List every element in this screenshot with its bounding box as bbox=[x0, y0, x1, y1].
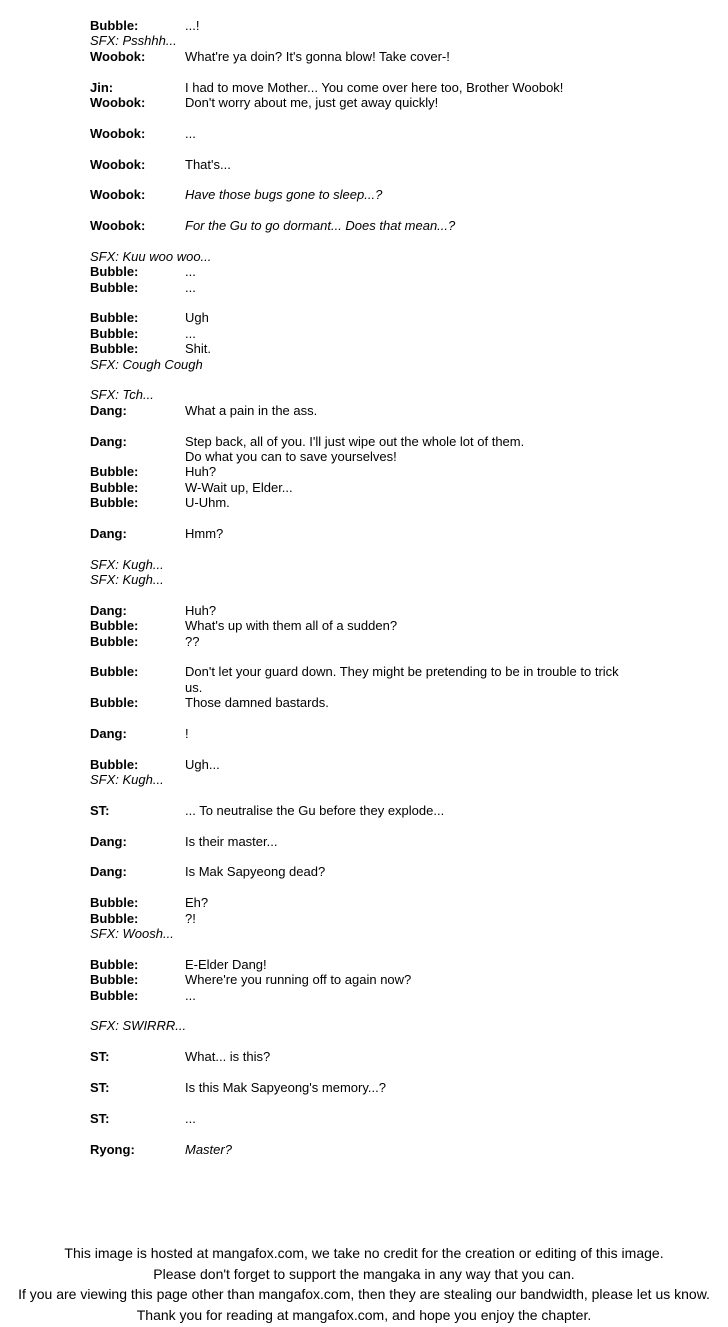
dialogue-text: ?! bbox=[185, 910, 196, 926]
dialogue-text: Huh? bbox=[185, 602, 217, 618]
speaker-label: ST: bbox=[90, 802, 110, 818]
sfx-line bbox=[90, 557, 715, 572]
dialogue-text: What... is this? bbox=[185, 1049, 271, 1065]
sfx-line bbox=[90, 772, 715, 787]
dialogue-line bbox=[90, 341, 715, 356]
blank-line bbox=[90, 141, 715, 156]
dialogue-line bbox=[90, 18, 715, 33]
blank-line bbox=[90, 233, 715, 248]
speaker-label: Dang: bbox=[90, 402, 127, 418]
dialogue-text: ...! bbox=[185, 18, 200, 33]
speaker-label: Dang: bbox=[90, 725, 127, 741]
dialogue-line bbox=[90, 911, 715, 926]
dialogue-line bbox=[90, 664, 715, 679]
dialogue-line bbox=[90, 526, 715, 541]
sfx-text: SFX: Psshhh... bbox=[90, 33, 177, 49]
dialogue-line bbox=[90, 957, 715, 972]
sfx-text: SFX: Woosh... bbox=[90, 926, 174, 942]
dialogue-line bbox=[90, 95, 715, 110]
dialogue-text: Do what you can to save yourselves! bbox=[185, 448, 397, 464]
speaker-label: Bubble: bbox=[90, 341, 139, 357]
dialogue-line bbox=[90, 80, 715, 95]
dialogue-text: ... To neutralise the Gu before they explode... bbox=[185, 802, 445, 818]
dialogue-line bbox=[90, 634, 715, 649]
dialogue-text: Don't let your guard down. They might be pretending to be in trouble to trick bbox=[185, 664, 619, 680]
dialogue-text: Hmm? bbox=[185, 525, 224, 541]
dialogue-line bbox=[90, 49, 715, 64]
dialogue-line bbox=[90, 218, 715, 233]
dialogue-line bbox=[90, 310, 715, 325]
speaker-label: Woobok: bbox=[90, 94, 146, 110]
dialogue-text: That's... bbox=[185, 156, 231, 172]
blank-line bbox=[90, 941, 715, 956]
dialogue-text: E-Elder Dang! bbox=[185, 956, 267, 972]
speaker-label: Bubble: bbox=[90, 264, 139, 280]
sfx-text: SFX: Tch... bbox=[90, 387, 154, 403]
speaker-label: Woobok: bbox=[90, 218, 146, 234]
blank-line bbox=[90, 1095, 715, 1110]
speaker-label: Bubble: bbox=[90, 956, 139, 972]
speaker-label: Woobok: bbox=[90, 187, 146, 203]
footer-credits bbox=[0, 1243, 728, 1325]
dialogue-line bbox=[90, 895, 715, 910]
blank-line bbox=[90, 649, 715, 664]
speaker-label: Bubble: bbox=[90, 310, 139, 326]
sfx-line bbox=[90, 387, 715, 402]
dialogue-line bbox=[90, 834, 715, 849]
dialogue-text: ?? bbox=[185, 633, 200, 649]
dialogue-text: Is Mak Sapyeong dead? bbox=[185, 864, 326, 880]
dialogue-line bbox=[90, 480, 715, 495]
dialogue-text: Have those bugs gone to sleep...? bbox=[185, 187, 383, 203]
dialogue-line bbox=[90, 495, 715, 510]
dialogue-text: Ugh bbox=[185, 310, 209, 326]
sfx-text: SFX: Kugh... bbox=[90, 772, 164, 788]
dialogue-text: ... bbox=[185, 125, 196, 141]
footer-line: If you are viewing this page other than mangafox.com, then they are stealing our bandwidth, please let us know. bbox=[18, 1286, 710, 1302]
blank-line bbox=[90, 587, 715, 602]
dialogue-line bbox=[90, 464, 715, 479]
dialogue-text: us. bbox=[185, 679, 203, 695]
sfx-text: SFX: Kugh... bbox=[90, 556, 164, 572]
speaker-label: Dang: bbox=[90, 602, 127, 618]
blank-line bbox=[90, 1034, 715, 1049]
dialogue-text: ... bbox=[185, 279, 196, 295]
blank-line bbox=[90, 1126, 715, 1141]
blank-line bbox=[90, 741, 715, 756]
blank-line bbox=[90, 788, 715, 803]
speaker-label: Woobok: bbox=[90, 125, 146, 141]
speaker-label: Dang: bbox=[90, 833, 127, 849]
dialogue-text: I had to move Mother... You come over here too, Brother Woobok! bbox=[185, 79, 564, 95]
dialogue-line bbox=[90, 1111, 715, 1126]
dialogue-line bbox=[90, 988, 715, 1003]
blank-line bbox=[90, 541, 715, 556]
blank-line bbox=[90, 880, 715, 895]
dialogue-line bbox=[90, 403, 715, 418]
dialogue-text: What're ya doin? It's gonna blow! Take cover-! bbox=[185, 48, 450, 64]
dialogue-line bbox=[90, 126, 715, 141]
dialogue-line bbox=[90, 972, 715, 987]
speaker-label: Bubble: bbox=[90, 695, 139, 711]
dialogue-text: Where're you running off to again now? bbox=[185, 972, 412, 988]
blank-line bbox=[90, 418, 715, 433]
speaker-label: Bubble: bbox=[90, 618, 139, 634]
dialogue-line bbox=[90, 1049, 715, 1064]
speaker-label: Bubble: bbox=[90, 987, 139, 1003]
speaker-label: Bubble: bbox=[90, 910, 139, 926]
dialogue-continuation-line bbox=[90, 680, 715, 695]
dialogue-line bbox=[90, 326, 715, 341]
blank-line bbox=[90, 372, 715, 387]
dialogue-text: Step back, all of you. I'll just wipe out the whole lot of them. bbox=[185, 433, 525, 449]
blank-line bbox=[90, 203, 715, 218]
speaker-label: Ryong: bbox=[90, 1141, 135, 1157]
dialogue-line bbox=[90, 1080, 715, 1095]
speaker-label: Bubble: bbox=[90, 633, 139, 649]
dialogue-continuation-line bbox=[90, 449, 715, 464]
speaker-label: ST: bbox=[90, 1079, 110, 1095]
dialogue-line bbox=[90, 726, 715, 741]
dialogue-line bbox=[90, 187, 715, 202]
sfx-line bbox=[90, 249, 715, 264]
speaker-label: Dang: bbox=[90, 433, 127, 449]
dialogue-text: Is their master... bbox=[185, 833, 278, 849]
footer-line: Please don't forget to support the mangaka in any way that you can. bbox=[153, 1265, 575, 1282]
dialogue-text: ... bbox=[185, 264, 196, 280]
sfx-text: SFX: Kuu woo woo... bbox=[90, 248, 212, 264]
footer-line: Thank you for reading at mangafox.com, and hope you enjoy the chapter. bbox=[136, 1306, 592, 1323]
sfx-line bbox=[90, 357, 715, 372]
dialogue-text: Is this Mak Sapyeong's memory...? bbox=[185, 1079, 386, 1095]
sfx-line bbox=[90, 33, 715, 48]
dialogue-text: Those damned bastards. bbox=[185, 695, 329, 711]
blank-line bbox=[90, 849, 715, 864]
blank-line bbox=[90, 1065, 715, 1080]
dialogue-text: U-Uhm. bbox=[185, 495, 230, 511]
speaker-label: Bubble: bbox=[90, 895, 139, 911]
speaker-label: Jin: bbox=[90, 79, 114, 95]
blank-line bbox=[90, 295, 715, 310]
dialogue-text: For the Gu to go dormant... Does that mean...? bbox=[185, 218, 456, 234]
speaker-label: Bubble: bbox=[90, 18, 139, 33]
sfx-text: SFX: Kugh... bbox=[90, 572, 164, 588]
dialogue-text: Don't worry about me, just get away quickly! bbox=[185, 94, 439, 110]
dialogue-text: Huh? bbox=[185, 464, 217, 480]
speaker-label: ST: bbox=[90, 1049, 110, 1065]
blank-line bbox=[90, 511, 715, 526]
speaker-label: ST: bbox=[90, 1110, 110, 1126]
dialogue-text: Eh? bbox=[185, 895, 209, 911]
dialogue-line bbox=[90, 157, 715, 172]
footer-line: This image is hosted at mangafox.com, we take no credit for the creation or editing of this image. bbox=[64, 1245, 664, 1261]
dialogue-line bbox=[90, 434, 715, 449]
blank-line bbox=[90, 711, 715, 726]
dialogue-text: W-Wait up, Elder... bbox=[185, 479, 293, 495]
dialogue-line bbox=[90, 803, 715, 818]
dialogue-line bbox=[90, 864, 715, 879]
dialogue-line bbox=[90, 1142, 715, 1157]
speaker-label: Woobok: bbox=[90, 48, 146, 64]
speaker-label: Woobok: bbox=[90, 156, 146, 172]
dialogue-line bbox=[90, 757, 715, 772]
dialogue-text: ... bbox=[185, 987, 196, 1003]
dialogue-text: Shit. bbox=[185, 341, 212, 357]
blank-line bbox=[90, 1003, 715, 1018]
speaker-label: Dang: bbox=[90, 525, 127, 541]
speaker-label: Bubble: bbox=[90, 325, 139, 341]
dialogue-line bbox=[90, 603, 715, 618]
dialogue-text: ... bbox=[185, 325, 196, 341]
dialogue-line bbox=[90, 280, 715, 295]
speaker-label: Dang: bbox=[90, 864, 127, 880]
blank-line bbox=[90, 818, 715, 833]
dialogue-text: What a pain in the ass. bbox=[185, 402, 318, 418]
script-transcript bbox=[90, 18, 715, 1157]
sfx-line bbox=[90, 572, 715, 587]
blank-line bbox=[90, 172, 715, 187]
blank-line bbox=[90, 110, 715, 125]
speaker-label: Bubble: bbox=[90, 972, 139, 988]
speaker-label: Bubble: bbox=[90, 664, 139, 680]
dialogue-text: ... bbox=[185, 1110, 196, 1126]
sfx-text: SFX: SWIRRR... bbox=[90, 1018, 187, 1034]
sfx-line bbox=[90, 1018, 715, 1033]
blank-line bbox=[90, 64, 715, 79]
speaker-label: Bubble: bbox=[90, 479, 139, 495]
dialogue-line bbox=[90, 618, 715, 633]
dialogue-text: ! bbox=[185, 725, 189, 741]
speaker-label: Bubble: bbox=[90, 756, 139, 772]
sfx-text: SFX: Cough Cough bbox=[90, 356, 203, 372]
speaker-label: Bubble: bbox=[90, 495, 139, 511]
dialogue-text: Ugh... bbox=[185, 756, 220, 772]
dialogue-line bbox=[90, 695, 715, 710]
dialogue-text: What's up with them all of a sudden? bbox=[185, 618, 398, 634]
dialogue-text: Master? bbox=[185, 1141, 232, 1157]
speaker-label: Bubble: bbox=[90, 279, 139, 295]
dialogue-line bbox=[90, 264, 715, 279]
sfx-line bbox=[90, 926, 715, 941]
speaker-label: Bubble: bbox=[90, 464, 139, 480]
